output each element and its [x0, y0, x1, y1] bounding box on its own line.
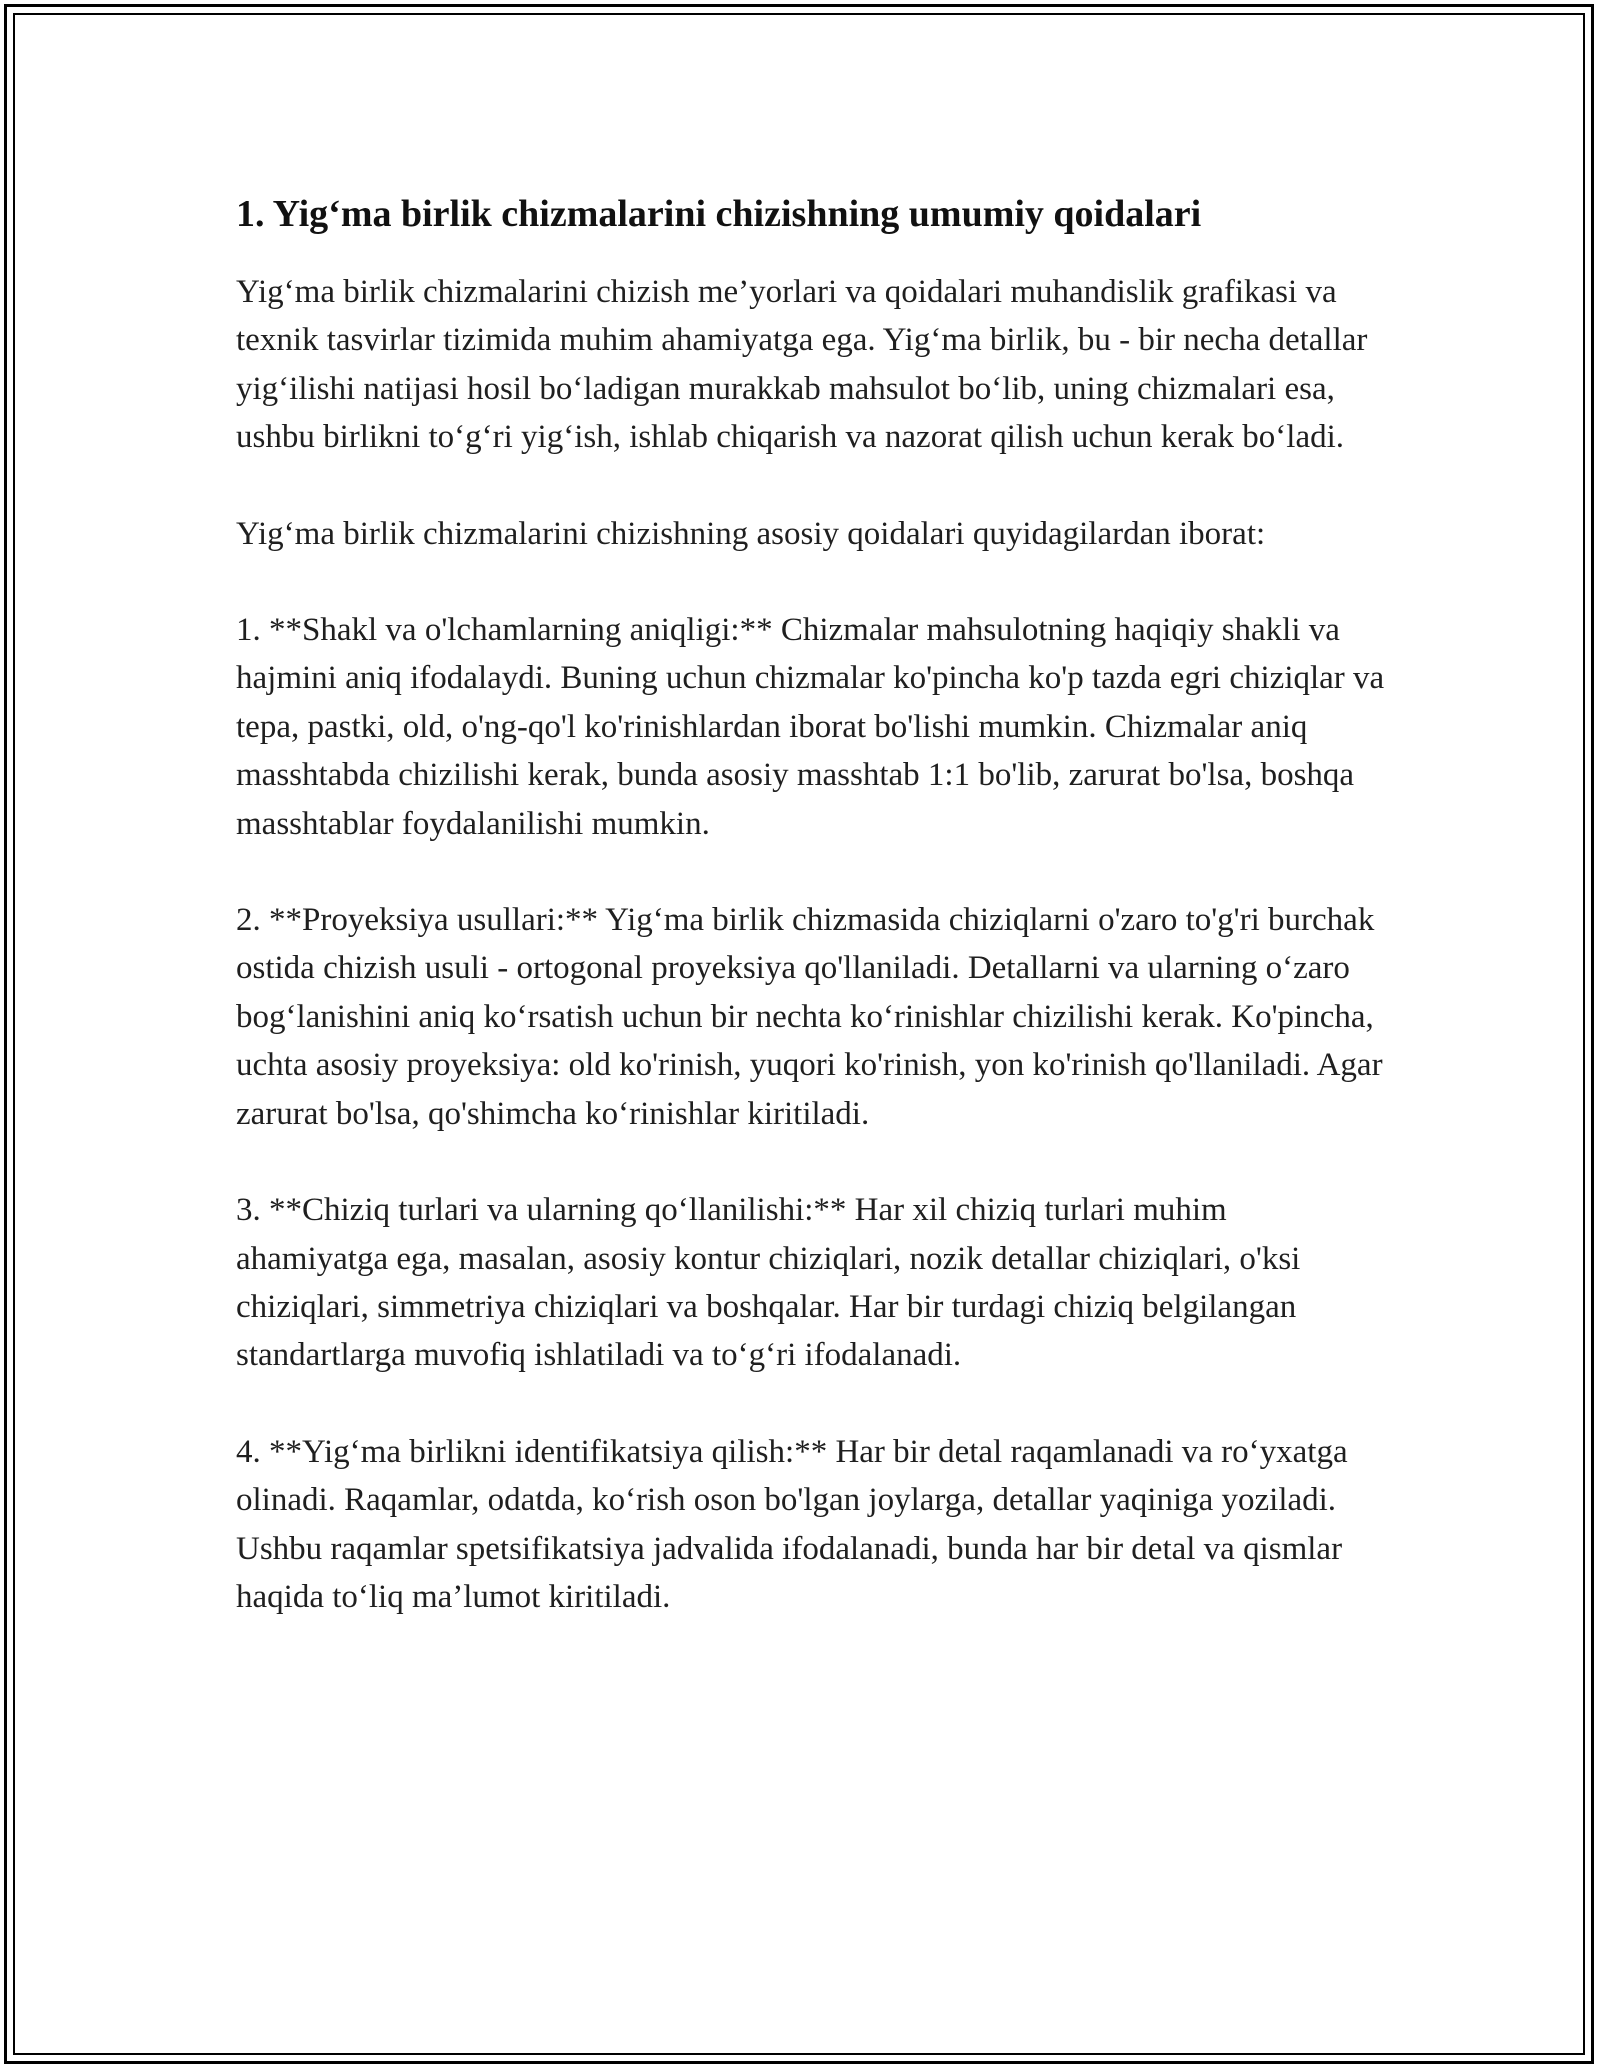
paragraph-rule-4: 4. **Yig‘ma birlikni identifikatsiya qilish:** Har bir detal raqamlanadi va ro‘yxatga olinadi. Raqamlar, odatda, ko‘rish oson bo'lgan joylarga, detallar yaqiniga yoziladi. Ushbu raqamlar spetsifikatsiya jadvalida ifodalanadi, bunda har bir detal va qismlar haqida to‘liq ma’lumot kiritiladi. — [236, 1433, 1348, 1615]
section-heading: 1. Yig‘ma birlik chizmalarini chizishning umumiy qoidalari — [236, 193, 1202, 235]
paragraph-rule-3: 3. **Chiziq turlari va ularning qo‘llanilishi:** Har xil chiziq turlari muhim ahamiyatga ega, masalan, asosiy kontur chiziqlari, nozik detallar chiziqlari, o'ksi chiziqlari, simmetriya chiziqlari va boshqalar. Har bir turdagi chiziq belgilangan standartlarga muvofiq ishlatiladi va to‘g‘ri ifodalanadi. — [236, 1192, 1301, 1374]
document-body — [236, 186, 1386, 1669]
paragraph-intro: Yig‘ma birlik chizmalarini chizish me’yorlari va qoidalari muhandislik grafikasi va texnik tasvirlar tizimida muhim ahamiyatga ega. Yig‘ma birlik, bu - bir necha detallar yig‘ilishi natijasi hosil bo‘ladigan murakkab mahsulot bo‘lib, uning chizmalari esa, ushbu birlikni to‘g‘ri yig‘ish, ishlab chiqarish va nazorat qilish uchun kerak bo‘ladi. — [236, 274, 1368, 456]
paragraph-rules-lead: Yig‘ma birlik chizmalarini chizishning asosiy qoidalari quyidagilardan iborat: — [236, 515, 1266, 552]
paragraph-rule-2: 2. **Proyeksiya usullari:** Yig‘ma birlik chizmasida chiziqlarni o'zaro to'g'ri burchak ostida chizish usuli - ortogonal proyeksiya qo'llaniladi. Detallarni va ularning o‘zaro bog‘lanishini aniq ko‘rsatish uchun bir nechta ko‘rinishlar chizilishi kerak. Ko'pincha, uchta asosiy proyeksiya: old ko'rinish, yuqori ko'rinish, yon ko'rinish qo'llaniladi. Agar zarurat bo'lsa, qo'shimcha ko‘rinishlar kiritiladi. — [236, 902, 1383, 1132]
paragraph-rule-1: 1. **Shakl va o'lchamlarning aniqligi:** Chizmalar mahsulotning haqiqiy shakli va hajmini aniq ifodalaydi. Buning uchun chizmalar ko'pincha ko'p tazda egri chiziqlar va tepa, pastki, old, o'ng-qo'l ko'rinishlardan iborat bo'lishi mumkin. Chizmalar aniq masshtabda chizilishi kerak, bunda asosiy masshtab 1:1 bo'lib, zarurat bo'lsa, boshqa masshtablar foydalanilishi mumkin. — [236, 612, 1385, 842]
